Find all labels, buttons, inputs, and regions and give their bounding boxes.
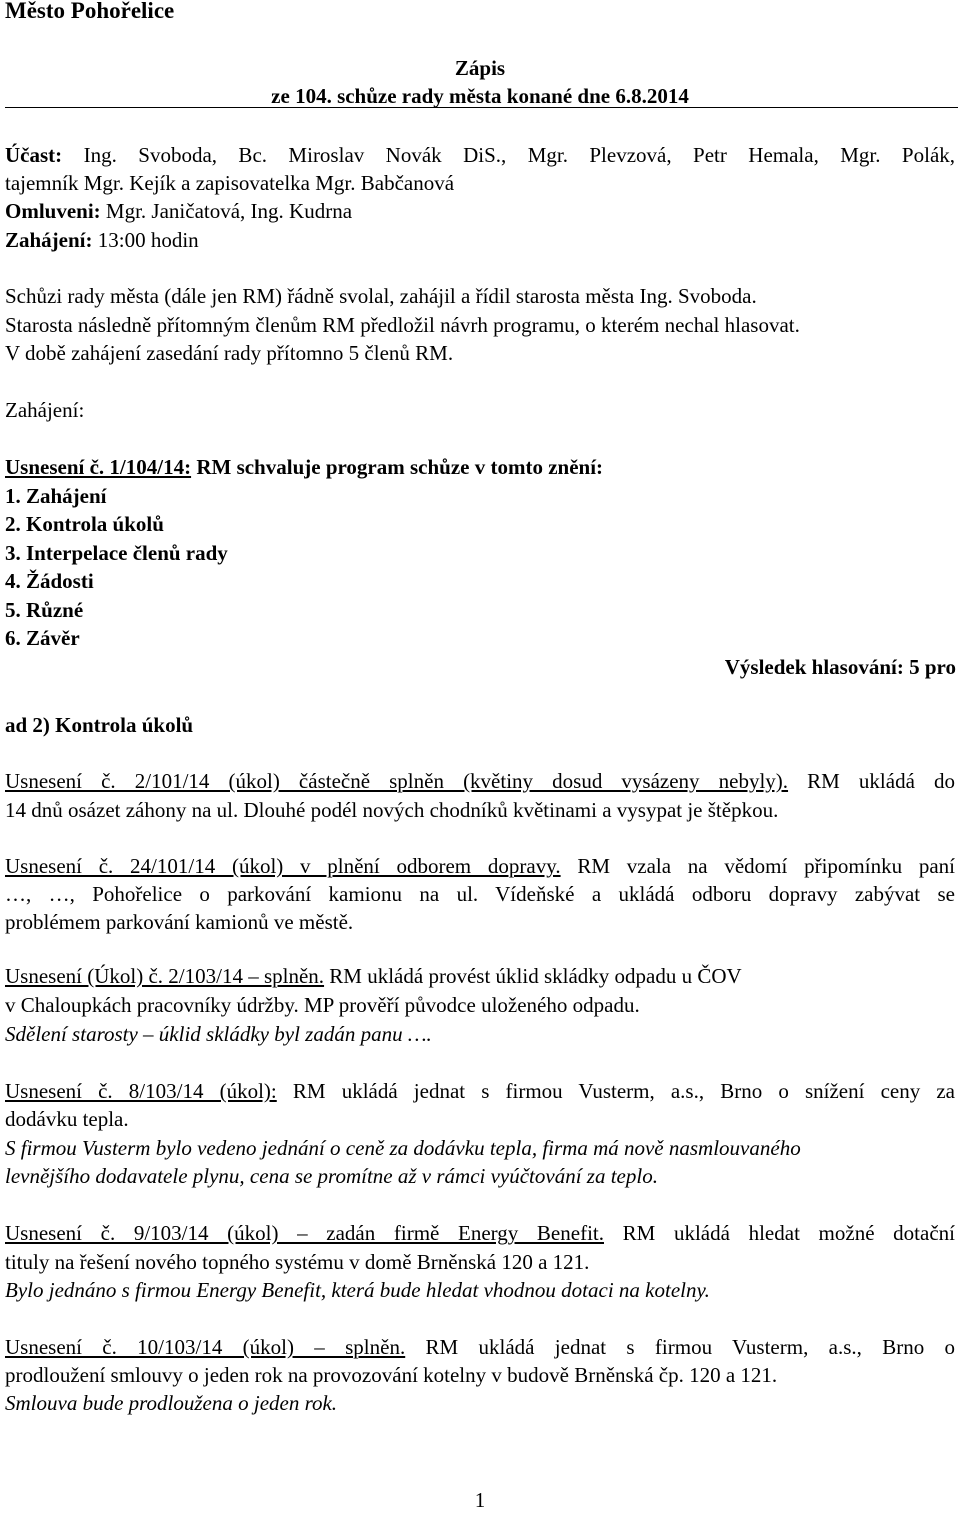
task-block-line-3: problémem parkování kamionů ve městě. [5, 910, 354, 934]
intro-line-3: V době zahájení zasedání rady přítomno 5 členů RM. [5, 341, 454, 365]
intro-line-2: Starosta následně přítomným členům RM předložil návrh programu, o kterém nechal hlasovat. [5, 313, 800, 337]
task-block-line-1: Usnesení č. 2/101/14 (úkol) částečně splněn (květiny dosud vysázeny nebyly). RM ukládá do [5, 769, 955, 793]
task-block-line-1: Usnesení (Úkol) č. 2/103/14 – splněn. RM ukládá provést úklid skládky odpadu u ČOV [5, 964, 742, 988]
program-item: 3. Interpelace členů rady [5, 541, 228, 565]
task-block-line-2: …, …, Pohořelice o parkování kamionu na ul. Vídeňské a ukládá odboru dopravy zabývat se [5, 882, 955, 906]
program-item: 5. Různé [5, 598, 84, 622]
task-block-line-2: v Chaloupkách pracovníky údržby. MP prověří původce uloženého odpadu. [5, 993, 640, 1017]
attendance-excused-line [5, 197, 352, 225]
attendance-start-line [5, 226, 199, 254]
task-block-note: Smlouva bude prodloužena o jeden rok. [5, 1391, 338, 1415]
task-block-note: Bylo jednáno s firmou Energy Benefit, která bude hledat vhodnou dotaci na kotelny. [5, 1278, 710, 1302]
task-ref: Usnesení č. 2/101/14 (úkol) částečně splněn (květiny dosud vysázeny nebyly). [5, 769, 789, 793]
page-number: 1 [474, 1488, 486, 1512]
task-block-line-1: Usnesení č. 24/101/14 (úkol) v plnění odborem dopravy. RM vzala na vědomí připomínku paní [5, 854, 955, 878]
task-block-line-1: Usnesení č. 8/103/14 (úkol): RM ukládá jednat s firmou Vusterm, a.s., Brno o snížení ceny za [5, 1079, 955, 1103]
task-block-note: levnějšího dodavatele plynu, cena se promítne až v rámci vyúčtování za teplo. [5, 1164, 658, 1188]
start-text: 13:00 hodin [97, 228, 199, 252]
program-item: 2. Kontrola úkolů [5, 512, 164, 536]
program-item: 4. Žádosti [5, 569, 94, 593]
task-block-note: S firmou Vusterm bylo vedeno jednání o ceně za dodávku tepla, firma má nově nasmlouvaného [5, 1136, 801, 1160]
vote-result: Výsledek hlasování: 5 pro [724, 655, 956, 679]
title-divider [5, 107, 958, 108]
opening-heading: Zahájení: [5, 398, 85, 422]
task-block-line-2: 14 dnů osázet záhony na ul. Dlouhé podél nových chodníků květinami a vysypat je štěpkou. [5, 798, 779, 822]
task-ref: Usnesení č. 8/103/14 (úkol): [5, 1079, 277, 1103]
resolution-1-ref: Usnesení č. 1/104/14: [5, 455, 192, 479]
resolution-1-text: RM schvaluje program schůze v tomto znění: [191, 455, 604, 479]
task-block-line-1: Usnesení č. 10/103/14 (úkol) – splněn. RM ukládá jednat s firmou Vusterm, a.s., Brno o [5, 1335, 956, 1359]
program-item: 1. Zahájení [5, 484, 107, 508]
resolution-1-heading [5, 453, 603, 481]
document-subtitle: ze 104. schůze rady města konané dne 6.8.2014 [271, 84, 689, 108]
excused-label: Omluveni: [5, 199, 101, 223]
task-block-line-2: dodávku tepla. [5, 1107, 129, 1131]
task-block-line-1: Usnesení č. 9/103/14 (úkol) – zadán firmě Energy Benefit. RM ukládá hledat možné dotační [5, 1221, 955, 1245]
intro-line-1: Schůzi rady města (dále jen RM) řádně svolal, zahájil a řídil starosta města Ing. Svoboda. [5, 284, 757, 308]
excused-text: Mgr. Janičatová, Ing. Kudrna [105, 199, 353, 223]
task-ref: Usnesení č. 24/101/14 (úkol) v plnění odborem dopravy. [5, 854, 561, 878]
task-ref: Usnesení č. 10/103/14 (úkol) – splněn. [5, 1335, 406, 1359]
start-label: Zahájení: [5, 228, 93, 252]
attendance-present-line2: tajemník Mgr. Kejík a zapisovatelka Mgr. Babčanová [5, 171, 455, 195]
town-header: Město Pohořelice [5, 0, 175, 23]
task-ref: Usnesení č. 9/103/14 (úkol) – zadán firmě Energy Benefit. [5, 1221, 604, 1245]
task-ref: Usnesení (Úkol) č. 2/103/14 – splněn. [5, 964, 325, 988]
attendance-present-line [5, 141, 955, 169]
present-label: Účast: [5, 143, 63, 167]
section-2-heading: ad 2) Kontrola úkolů [5, 713, 194, 737]
task-block-line-2: prodloužení smlouvy o jeden rok na provozování kotelny v budově Brněnská čp. 120 a 121. [5, 1363, 778, 1387]
task-block-line-2: tituly na řešení nového topného systému v domě Brněnská 120 a 121. [5, 1250, 590, 1274]
program-item: 6. Závěr [5, 626, 80, 650]
present-text: Ing. Svoboda, Bc. Miroslav Novák DiS., Mgr. Plevzová, Petr Hemala, Mgr. Polák, [83, 143, 956, 167]
task-block-note: Sdělení starosty – úklid skládky byl zadán panu …. [5, 1022, 432, 1046]
document-title: Zápis [454, 56, 506, 80]
